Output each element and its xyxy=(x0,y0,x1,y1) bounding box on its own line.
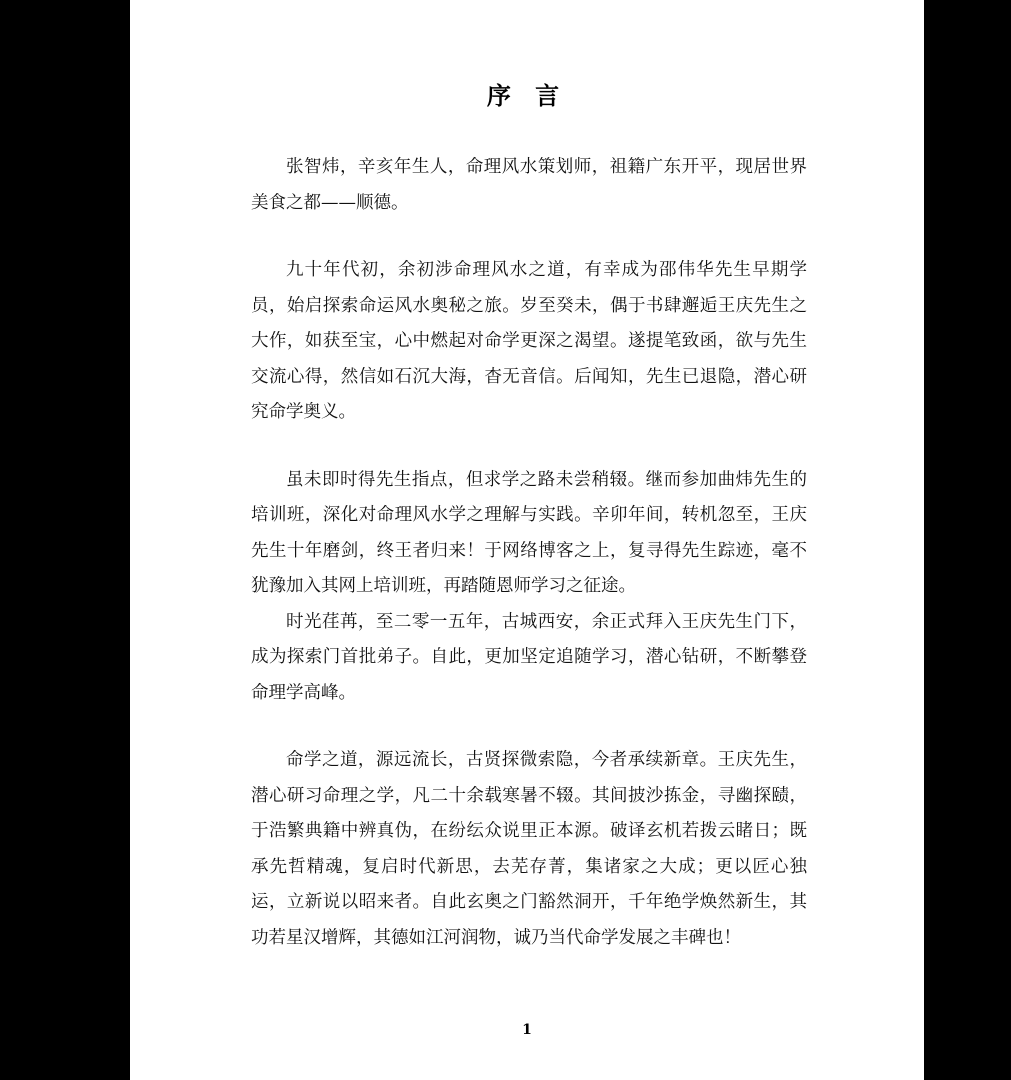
paragraph-discipleship: 时光荏苒，至二零一五年，古城西安，余正式拜入王庆先生门下，成为探索门首批弟子。自此，更加坚定追随学习，潜心钻研，不断攀登命理学高峰。 xyxy=(251,611,807,703)
paragraph-intro: 张智炜，辛亥年生人，命理风水策划师，祖籍广东开平，现居世界美食之都——顺德。 xyxy=(251,157,807,213)
paragraph-continued-study: 虽未即时得先生指点，但求学之路未尝稍辍。继而参加曲炜先生的培训班，深化对命理风水学之理解与实践。辛卯年间，转机忽至，王庆先生十年磨剑，终王者归来！于网络博客之上，复寻得先生踪迹，毫不犹豫加入其网上培训班，再踏随恩师学习之征途。 xyxy=(251,469,807,596)
page-number: 1 xyxy=(522,1022,532,1038)
document-body xyxy=(251,150,807,956)
paragraph-tribute: 命学之道，源远流长，古贤探微索隐，今者承续新章。王庆先生，潜心研习命理之学，凡二十余载寒暑不辍。其间披沙拣金，寻幽探赜，于浩繁典籍中辨真伪，在纷纭众说里正本源。破译玄机若拨云睹日；既承先哲精魂，复启时代新思，去芜存菁，集诸家之大成；更以匠心独运，立新说以昭来者。自此玄奥之门豁然洞开，千年绝学焕然新生，其功若星汉增辉，其德如江河润物，诚乃当代命学发展之丰碑也！ xyxy=(251,750,807,948)
paragraph-early-study: 九十年代初，余初涉命理风水之道，有幸成为邵伟华先生早期学员，始启探索命运风水奥秘之旅。岁至癸未，偶于书肆邂逅王庆先生之大作，如获至宝，心中燃起对命学更深之渴望。遂提笔致函，欲与先生交流心得，然信如石沉大海，杳无音信。后闻知，先生已退隐，潜心研究命学奥义。 xyxy=(251,260,807,422)
document-page xyxy=(130,0,924,1080)
page-title: 序 言 xyxy=(486,82,568,110)
